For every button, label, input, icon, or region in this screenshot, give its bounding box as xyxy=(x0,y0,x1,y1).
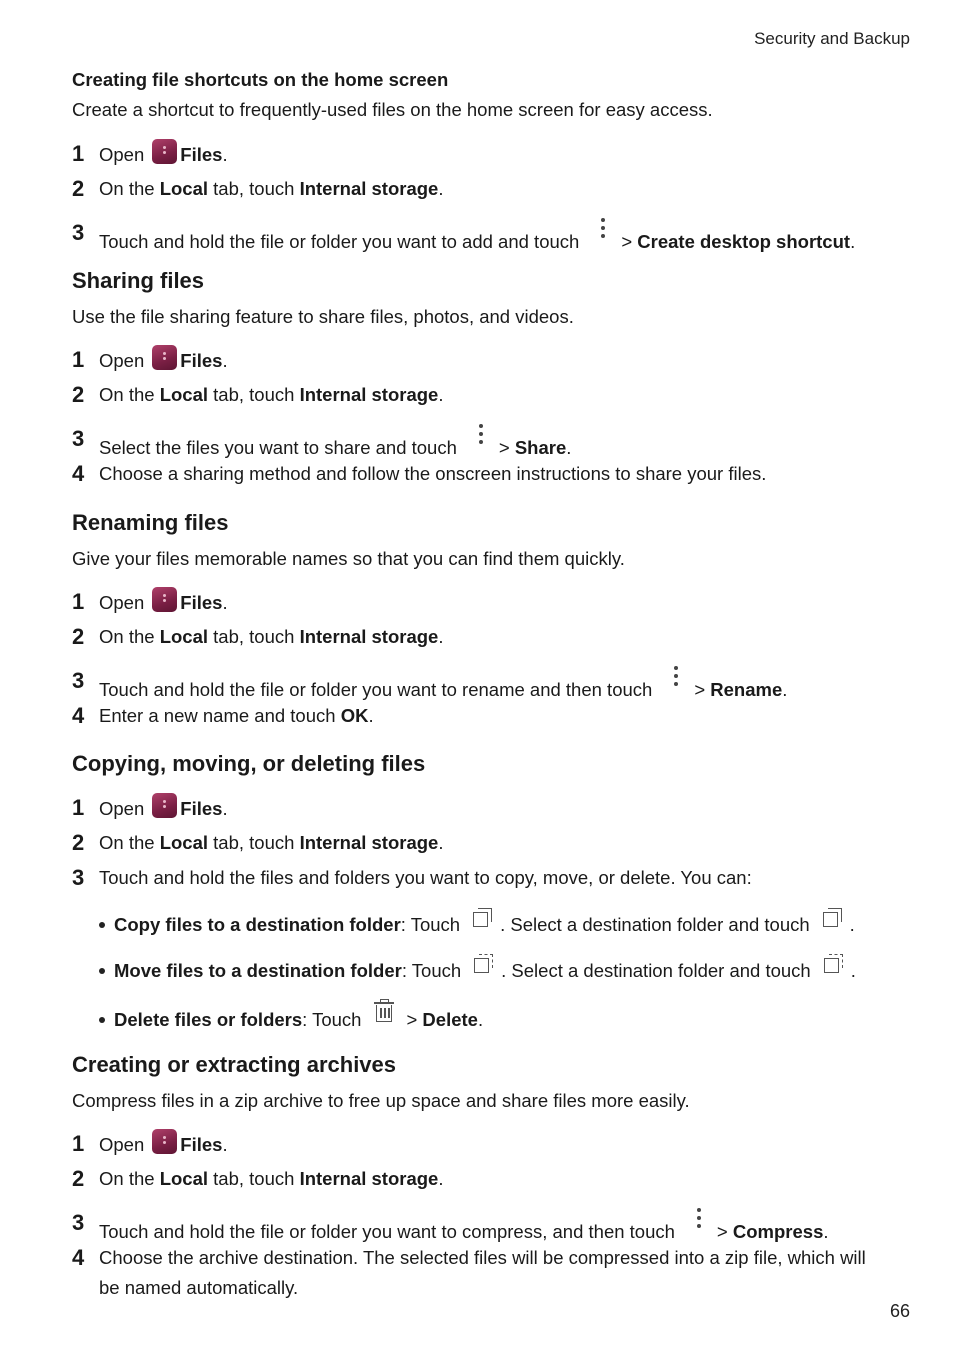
more-options-icon xyxy=(599,218,607,242)
archive-step-1 xyxy=(72,1129,228,1160)
move-label: Move files to a destination folder xyxy=(114,960,402,981)
local-tab-label: Local xyxy=(159,832,209,853)
sharing-step-3 xyxy=(72,424,571,463)
section-intro-shortcuts: Create a shortcut to frequently-used files on the home screen for easy access. xyxy=(72,99,713,120)
step-text: Choose the archive destination. The selected files will be compressed into a zip file, which will be named automatically. xyxy=(99,1247,866,1298)
bullet-text: : Touch xyxy=(400,914,461,935)
step-period: . xyxy=(438,384,444,405)
step-period: . xyxy=(368,705,374,726)
ok-label: OK xyxy=(340,705,369,726)
delete-action-label: Delete xyxy=(422,1009,478,1030)
trash-icon xyxy=(374,999,394,1023)
files-label: Files xyxy=(180,144,223,165)
more-options-icon xyxy=(672,666,680,690)
step-number: 3 xyxy=(72,668,85,693)
delete-label: Delete files or folders xyxy=(114,1009,303,1030)
step-number: 2 xyxy=(72,176,85,201)
open-text: Open xyxy=(99,1134,145,1155)
sharing-step-2 xyxy=(72,380,444,410)
section-title-archives: Creating or extracting archives xyxy=(72,1052,397,1077)
step-text: tab, touch xyxy=(208,832,300,853)
section-title-copy-move-delete: Copying, moving, or deleting files xyxy=(72,751,426,776)
arrow-separator: > xyxy=(716,1221,728,1242)
internal-storage-label: Internal storage xyxy=(299,832,439,853)
bullet-delete xyxy=(99,999,483,1035)
open-text: Open xyxy=(99,144,145,165)
copy-label: Copy files to a destination folder xyxy=(114,914,401,935)
files-app-icon xyxy=(152,587,177,612)
section-title-sharing: Sharing files xyxy=(72,268,205,293)
archive-step-2 xyxy=(72,1164,444,1194)
bullet-text: . Select a destination folder and touch xyxy=(500,914,810,935)
step-number: 4 xyxy=(72,703,85,728)
bullet-period: . xyxy=(849,914,855,935)
step-number: 2 xyxy=(72,830,85,855)
shortcut-step-2 xyxy=(72,174,444,204)
section-intro-sharing: Use the file sharing feature to share files, photos, and videos. xyxy=(72,306,574,327)
arrow-separator: > xyxy=(621,231,633,252)
bullet-period: . xyxy=(850,960,856,981)
arrow-separator: > xyxy=(406,1009,418,1030)
step-text: tab, touch xyxy=(208,384,300,405)
step-number: 3 xyxy=(72,220,85,245)
step-text: tab, touch xyxy=(208,1168,300,1189)
step-number: 2 xyxy=(72,382,85,407)
compress-label: Compress xyxy=(732,1221,824,1242)
local-tab-label: Local xyxy=(159,1168,209,1189)
section-intro-archives: Compress files in a zip archive to free up space and share files more easily. xyxy=(72,1090,690,1111)
paste-icon xyxy=(823,908,842,927)
bullet-text: : Touch xyxy=(401,960,462,981)
cmd-step-2 xyxy=(72,828,444,858)
internal-storage-label: Internal storage xyxy=(299,1168,439,1189)
step-text: Touch and hold the file or folder you want to rename and then touch xyxy=(99,679,653,700)
internal-storage-label: Internal storage xyxy=(299,384,439,405)
bullet-text: : Touch xyxy=(302,1009,362,1030)
step-text: Touch and hold the files and folders you want to copy, move, or delete. You can: xyxy=(99,867,752,888)
step-number: 3 xyxy=(72,865,85,890)
step-text: On the xyxy=(99,1168,160,1189)
section-title-shortcuts: Creating file shortcuts on the home screen xyxy=(72,69,449,90)
step-text: On the xyxy=(99,832,160,853)
step-text: Touch and hold the file or folder you want to compress, and then touch xyxy=(99,1221,675,1242)
step-number: 1 xyxy=(72,141,85,166)
local-tab-label: Local xyxy=(159,626,209,647)
page-header-section: Security and Backup xyxy=(754,29,910,48)
bullet-period: . xyxy=(477,1009,484,1030)
step-period: . xyxy=(438,1168,444,1189)
bullet-move xyxy=(99,954,856,986)
move-here-icon xyxy=(824,954,843,973)
files-app-icon xyxy=(152,793,177,818)
local-tab-label: Local xyxy=(159,384,209,405)
files-label: Files xyxy=(180,798,223,819)
step-period: . xyxy=(566,437,572,458)
step-text: tab, touch xyxy=(208,178,300,199)
step-number: 1 xyxy=(72,1131,85,1156)
sharing-step-1 xyxy=(72,345,228,376)
step-text: Select the files you want to share and touch xyxy=(99,437,457,458)
local-tab-label: Local xyxy=(159,178,209,199)
step-number: 3 xyxy=(72,426,85,451)
bullet-copy xyxy=(99,908,855,940)
step-text: On the xyxy=(99,384,160,405)
shortcut-step-1 xyxy=(72,139,228,170)
open-text: Open xyxy=(99,798,145,819)
open-text: Open xyxy=(99,592,145,613)
cmd-step-1 xyxy=(72,793,228,824)
step-text: tab, touch xyxy=(208,626,300,647)
section-intro-renaming: Give your files memorable names so that you can find them quickly. xyxy=(72,548,625,569)
bullet-dot xyxy=(99,922,105,928)
files-app-icon xyxy=(152,345,177,370)
cmd-step-3 xyxy=(72,863,752,893)
step-period: . xyxy=(222,1134,228,1155)
step-number: 1 xyxy=(72,795,85,820)
bullet-text: . Select a destination folder and touch xyxy=(501,960,811,981)
more-options-icon xyxy=(695,1208,703,1232)
arrow-separator: > xyxy=(498,437,510,458)
step-period: . xyxy=(222,592,228,613)
files-label: Files xyxy=(180,592,223,613)
sharing-step-4 xyxy=(72,459,766,489)
files-app-icon xyxy=(152,139,177,164)
step-period: . xyxy=(823,1221,829,1242)
step-period: . xyxy=(222,798,228,819)
files-app-icon xyxy=(152,1129,177,1154)
share-label: Share xyxy=(514,437,567,458)
renaming-step-4 xyxy=(72,701,374,731)
renaming-step-3 xyxy=(72,666,787,705)
internal-storage-label: Internal storage xyxy=(299,626,439,647)
page-number: 66 xyxy=(889,1301,910,1321)
step-number: 4 xyxy=(72,1245,85,1270)
step-period: . xyxy=(222,350,228,371)
step-period: . xyxy=(438,178,444,199)
step-text: Enter a new name and touch xyxy=(99,705,341,726)
step-number: 1 xyxy=(72,347,85,372)
step-period: . xyxy=(782,679,788,700)
step-text: Touch and hold the file or folder you want to add and touch xyxy=(99,231,580,252)
copy-icon xyxy=(473,908,492,927)
files-label: Files xyxy=(180,1134,223,1155)
bullet-dot xyxy=(99,1017,105,1023)
step-number: 1 xyxy=(72,589,85,614)
archive-step-4 xyxy=(72,1243,889,1303)
files-label: Files xyxy=(180,350,223,371)
step-period: . xyxy=(222,144,228,165)
section-title-renaming: Renaming files xyxy=(72,510,229,535)
rename-label: Rename xyxy=(710,679,783,700)
move-icon xyxy=(474,954,493,973)
shortcut-step-3 xyxy=(72,218,855,257)
step-period: . xyxy=(438,626,444,647)
open-text: Open xyxy=(99,350,145,371)
archive-step-3 xyxy=(72,1208,829,1247)
step-number: 4 xyxy=(72,461,85,486)
step-period: . xyxy=(438,832,444,853)
arrow-separator: > xyxy=(694,679,706,700)
renaming-step-2 xyxy=(72,622,444,652)
step-text: On the xyxy=(99,626,160,647)
bullet-dot xyxy=(99,968,105,974)
step-text: Choose a sharing method and follow the onscreen instructions to share your files. xyxy=(99,463,767,484)
step-number: 2 xyxy=(72,1166,85,1191)
more-options-icon xyxy=(477,424,485,448)
step-text: On the xyxy=(99,178,160,199)
step-period: . xyxy=(850,231,856,252)
create-desktop-shortcut-label: Create desktop shortcut xyxy=(637,231,851,252)
renaming-step-1 xyxy=(72,587,228,618)
internal-storage-label: Internal storage xyxy=(299,178,439,199)
step-number: 3 xyxy=(72,1210,85,1235)
step-number: 2 xyxy=(72,624,85,649)
